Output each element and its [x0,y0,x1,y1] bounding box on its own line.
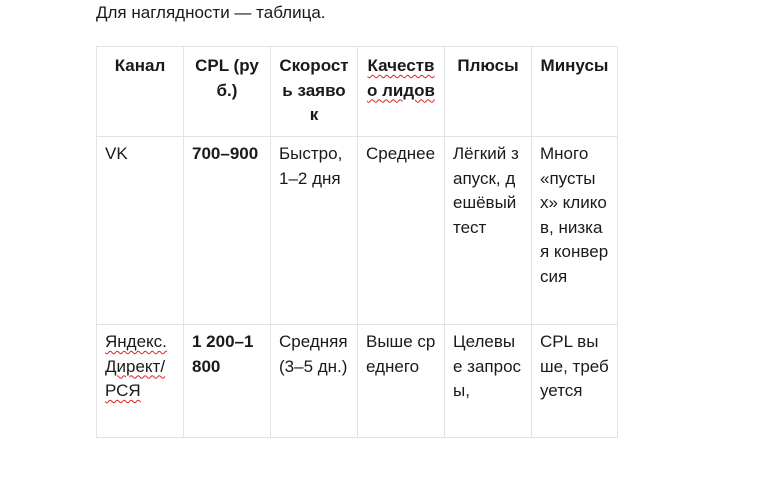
cell-quality: Среднее [358,137,445,325]
header-quality-text: Качество лидов [367,56,435,100]
cell-speed: Средняя (3–5 дн.) [271,325,358,438]
header-pros: Плюсы [445,47,532,137]
cell-quality: Выше среднего [358,325,445,438]
table-row [97,325,618,438]
header-channel: Канал [97,47,184,137]
header-quality [358,47,445,137]
header-speed: Скорость заявок [271,47,358,137]
cell-cons: CPL выше, требуется [532,325,618,438]
intro-text: Для наглядности — таблица. [96,3,326,22]
table-row [97,137,618,325]
cell-channel: VK [97,137,184,325]
cell-speed: Быстро, 1–2 дня [271,137,358,325]
cell-cons: Много «пустых» кликов, низкая конверсия [532,137,618,325]
header-cpl: CPL (руб.) [184,47,271,137]
cell-cpl: 700–900 [184,137,271,325]
cell-pros: Целевые запросы, [445,325,532,438]
cell-channel-text: Яндекс.Директ/РСЯ [105,332,167,400]
table-header-row [97,47,618,137]
comparison-table [96,46,618,438]
cell-cpl: 1 200–1 800 [184,325,271,438]
cell-channel [97,325,184,438]
cell-pros: Лёгкий запуск, дешёвый тест [445,137,532,325]
header-cons: Минусы [532,47,618,137]
